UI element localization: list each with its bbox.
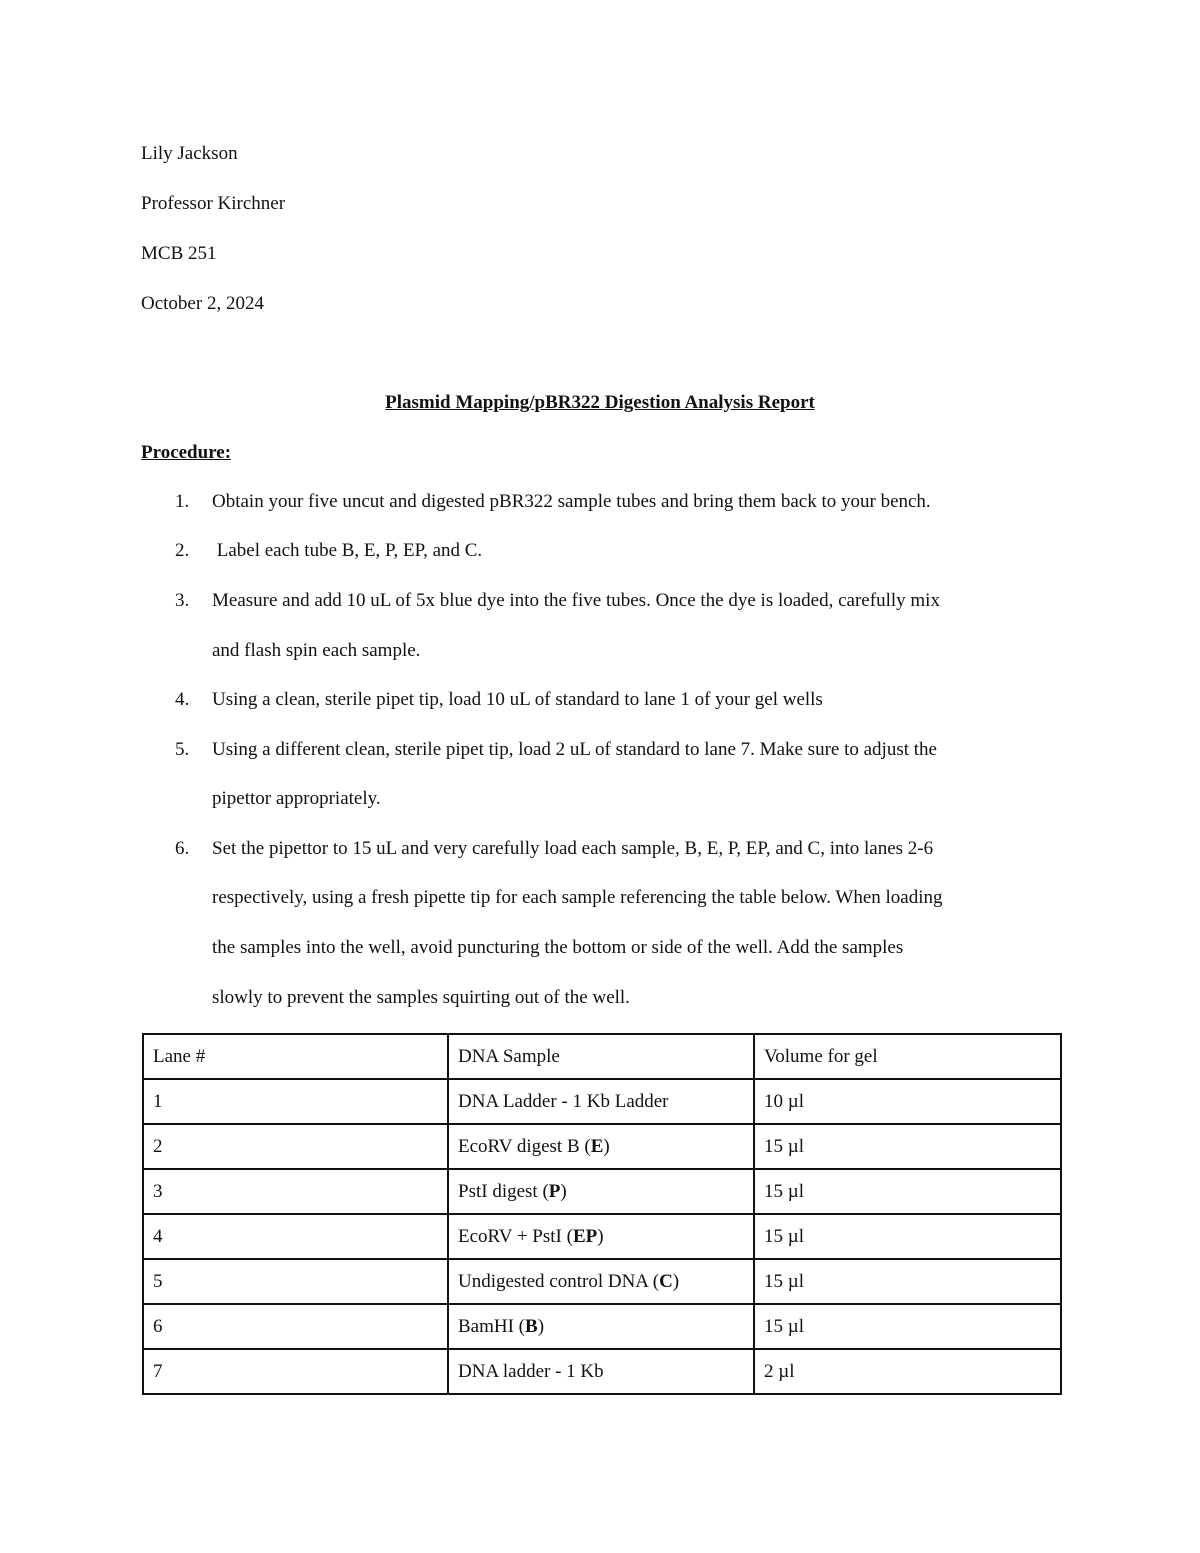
sample-code: C bbox=[659, 1270, 673, 1292]
procedure-heading: Procedure: bbox=[141, 442, 232, 463]
table-row bbox=[143, 1304, 1061, 1349]
dna-sample-cell bbox=[448, 1169, 754, 1214]
step-text-line: Set the pipettor to 15 uL and very carefully load each sample, B, E, P, EP, and C, into lanes 2-6 bbox=[212, 838, 934, 859]
step-number: 3. bbox=[175, 590, 190, 611]
step-number: 2. bbox=[175, 540, 190, 561]
step-number: 1. bbox=[175, 491, 190, 512]
column-header-volume: Volume for gel bbox=[754, 1034, 1061, 1079]
sample-code: EP bbox=[572, 1225, 598, 1247]
step-number: 5. bbox=[175, 739, 190, 760]
column-header-dna-sample: DNA Sample bbox=[448, 1034, 754, 1079]
sample-text-suffix: ) bbox=[672, 1270, 680, 1292]
column-header-lane: Lane # bbox=[143, 1034, 448, 1079]
dna-sample-cell bbox=[448, 1304, 754, 1349]
volume-cell: 15 µl bbox=[754, 1214, 1061, 1259]
sample-text: PstI digest ( bbox=[458, 1180, 549, 1202]
volume-cell: 2 µl bbox=[754, 1349, 1061, 1394]
lane-cell: 2 bbox=[143, 1124, 448, 1169]
sample-code: E bbox=[590, 1135, 604, 1157]
sample-text: DNA ladder - 1 Kb bbox=[458, 1360, 604, 1382]
step-text-line: Label each tube B, E, P, EP, and C. bbox=[212, 540, 483, 561]
sample-text: EcoRV digest B ( bbox=[458, 1135, 591, 1157]
sample-text: BamHI ( bbox=[458, 1315, 526, 1337]
step-text-line: respectively, using a fresh pipette tip for each sample referencing the table below. When loading bbox=[212, 887, 943, 908]
step-text-line: and flash spin each sample. bbox=[212, 640, 421, 661]
table-row bbox=[143, 1259, 1061, 1304]
step-text-line: Using a clean, sterile pipet tip, load 10 uL of standard to lane 1 of your gel wells bbox=[212, 689, 823, 710]
table-row bbox=[143, 1124, 1061, 1169]
lane-cell: 1 bbox=[143, 1079, 448, 1124]
table-row bbox=[143, 1214, 1061, 1259]
sample-text-suffix: ) bbox=[603, 1135, 610, 1157]
table-row bbox=[143, 1169, 1061, 1214]
step-text-line: Measure and add 10 uL of 5x blue dye into the five tubes. Once the dye is loaded, carefully mix bbox=[212, 590, 940, 611]
lane-cell: 4 bbox=[143, 1214, 448, 1259]
volume-cell: 15 µl bbox=[754, 1304, 1061, 1349]
step-text-line: Using a different clean, sterile pipet tip, load 2 uL of standard to lane 7. Make sure to adjust the bbox=[212, 739, 937, 760]
step-number: 4. bbox=[175, 689, 190, 710]
sample-text: EcoRV + PstI ( bbox=[458, 1225, 573, 1247]
dna-sample-cell bbox=[448, 1349, 754, 1394]
lane-cell: 3 bbox=[143, 1169, 448, 1214]
step-text-line: slowly to prevent the samples squirting out of the well. bbox=[212, 987, 630, 1008]
report-title: Plasmid Mapping/pBR322 Digestion Analysis Report bbox=[385, 392, 815, 413]
dna-sample-cell bbox=[448, 1124, 754, 1169]
volume-cell: 15 µl bbox=[754, 1169, 1061, 1214]
table-header-row bbox=[143, 1034, 1061, 1079]
table-row bbox=[143, 1079, 1061, 1124]
volume-cell: 10 µl bbox=[754, 1079, 1061, 1124]
student-name: Lily Jackson bbox=[141, 143, 238, 164]
lane-cell: 7 bbox=[143, 1349, 448, 1394]
gel-lanes-table bbox=[142, 1033, 1062, 1395]
step-text-line: Obtain your five uncut and digested pBR322 sample tubes and bring them back to your bench. bbox=[212, 491, 931, 512]
sample-code: B bbox=[525, 1315, 538, 1337]
step-text-line: the samples into the well, avoid puncturing the bottom or side of the well. Add the samples bbox=[212, 937, 904, 958]
report-date: October 2, 2024 bbox=[141, 293, 264, 314]
sample-text: Undigested control DNA ( bbox=[458, 1270, 660, 1292]
step-number: 6. bbox=[175, 838, 190, 859]
dna-sample-cell bbox=[448, 1259, 754, 1304]
table-row bbox=[143, 1349, 1061, 1394]
sample-code: P bbox=[548, 1180, 561, 1202]
professor-name: Professor Kirchner bbox=[141, 193, 286, 214]
sample-text-suffix: ) bbox=[537, 1315, 545, 1337]
sample-text: DNA Ladder - 1 Kb Ladder bbox=[458, 1090, 669, 1112]
dna-sample-cell bbox=[448, 1214, 754, 1259]
dna-sample-cell bbox=[448, 1079, 754, 1124]
course-code: MCB 251 bbox=[141, 243, 217, 264]
sample-text-suffix: ) bbox=[597, 1225, 604, 1247]
sample-text-suffix: ) bbox=[560, 1180, 567, 1202]
lane-cell: 6 bbox=[143, 1304, 448, 1349]
volume-cell: 15 µl bbox=[754, 1124, 1061, 1169]
volume-cell: 15 µl bbox=[754, 1259, 1061, 1304]
lane-cell: 5 bbox=[143, 1259, 448, 1304]
step-text-line: pipettor appropriately. bbox=[212, 788, 381, 809]
